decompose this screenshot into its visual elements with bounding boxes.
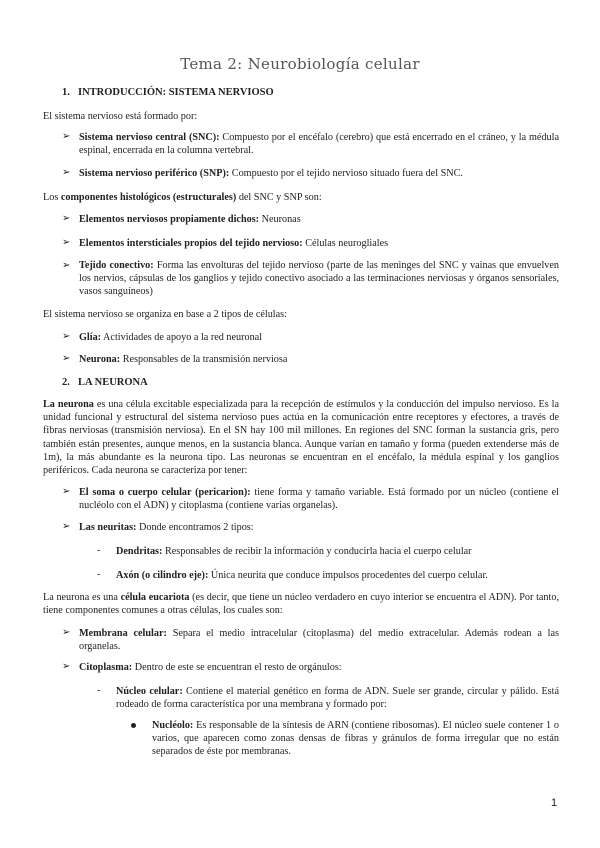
section-number: 2. [62,377,70,388]
list-item [116,685,559,711]
arrow-bullet-icon: ➢ [62,167,71,178]
arrow-bullet-icon: ➢ [62,131,71,142]
term: Tejido conectivo: [79,260,154,271]
term: Las neuritas: [79,522,137,533]
description: Actividades de apoyo a la red neuronal [101,332,263,343]
term: Dendritas: [116,546,163,557]
term: Sistema nervioso central (SNC): [79,132,220,143]
arrow-bullet-icon: ➢ [62,260,71,271]
arrow-bullet-icon: ➢ [62,213,71,224]
arrow-bullet-icon: ➢ [62,521,71,532]
dash-bullet: - [97,545,101,556]
arrow-bullet-icon: ➢ [62,486,71,497]
description: Es responsable de la síntesis de ARN (contiene ribosomas). El núcleo suele contener 1 o varios, que aparecen como zonas densas de fibras y gránulos de forma irregular que no están separados de éste por membranas. [152,720,559,758]
description: Separa el medio intracelular (citoplasma) del medio extracelular. Además rodean a las organelas. [79,628,559,653]
list-item [79,661,559,674]
description: Dentro de este se encuentran el resto de orgánulos: [132,662,342,673]
description: Células neurogliales [302,238,389,249]
term: Elementos nerviosos propiamente dichos: [79,214,260,225]
list-item [79,521,559,534]
paragraph [43,191,322,204]
term: La neurona [43,399,94,410]
list-item [79,627,559,653]
description: Compuesto por el encéfalo (cerebro) que está encerrado en el cráneo, y la médula espinal, encerrada en la columna vertebral. [79,132,559,157]
text: es una célula excitable especializada para la recepción de estímulos y la conducción del impulso nervioso. Es la unidad funcional y estructural del sistema nervioso pues actúa en la comunicación entre receptores y efectores, a través de fibras nerviosas (transmisión nerviosa). En el SN hay 100 mil millones. En regiones del SNC forman la sustancia gris, pero también están presentes, aunque menos, en la sustancia blanca. Aunque varían en tamaño y forma (pueden extenderse más de 1m), la más abundante es la neurona tipo. Las neuronas se encuentran en el encéfalo, la médula espinal y los ganglios periféricos. Cada neurona se caracteriza por tener: [43,399,559,477]
paragraph [43,398,559,477]
section-heading: LA NEURONA [78,377,148,388]
description: Neuronas [259,214,301,225]
arrow-bullet-icon: ➢ [62,627,71,638]
section-number: 1. [62,87,70,98]
description: Única neurita que conduce impulsos procedentes del cuerpo celular. [208,570,488,581]
list-item [79,353,559,366]
term: Glía: [79,332,102,343]
term: componentes histológicos (estructurales) [60,192,237,203]
dash-bullet: - [97,685,101,696]
list-item [79,213,559,226]
description: Compuesto por el tejido nervioso situado fuera del SNC. [229,168,463,179]
list-item [79,167,559,180]
paragraph [43,591,559,617]
description: tiene forma y tamaño variable. Está formado por un núcleo (contiene el nucléolo con el ADN) y citoplasma (contiene varias organelas). [79,487,560,512]
text: del SNC y SNP son: [236,192,322,203]
text: Los [43,192,61,203]
list-item [79,259,559,299]
term: Sistema nervioso periférico (SNP): [79,168,230,179]
arrow-bullet-icon: ➢ [62,661,71,672]
bullet-dot-icon [131,723,136,728]
term: El soma o cuerpo celular (pericarion): [79,487,251,498]
text: La neurona es una [43,592,121,603]
dash-bullet: - [97,569,101,580]
term: Nucléolo: [152,720,194,731]
term: Membrana celular: [79,628,167,639]
arrow-bullet-icon: ➢ [62,353,71,364]
list-item [152,719,559,759]
arrow-bullet-icon: ➢ [62,331,71,342]
list-item [116,569,559,582]
term: Citoplasma: [79,662,133,673]
section-heading: INTRODUCCIÓN: SISTEMA NERVIOSO [78,87,274,98]
list-item [79,331,559,344]
page-number: 1 [551,797,558,809]
list-item [79,486,559,512]
term: Núcleo celular: [116,686,183,697]
description: Forma las envolturas del tejido nervioso (parte de las meninges del SNC y vainas que envuelven los nervios, cápsulas de los ganglios y tejido conectivo asociado a las terminaciones nerviosas y órganos sensoriales, vasos sanguíneos) [79,260,559,298]
paragraph: El sistema nervioso se organiza en base a 2 tipos de células: [43,309,287,320]
list-item [79,237,559,250]
paragraph: El sistema nervioso está formado por: [43,111,198,122]
list-item [116,545,559,558]
term: Elementos intersticiales propios del tejido nervioso: [79,238,303,249]
description: Contiene el material genético en forma de ADN. Suele ser grande, circular y pálido. Está rodeado de forma característica por una membrana y formado por: [116,686,559,711]
description: Responsables de recibir la información y conducirla hacia el cuerpo celular [162,546,472,557]
description: Donde encontramos 2 tipos: [136,522,254,533]
term: Axón (o cilindro eje): [116,570,209,581]
term: célula eucariota [120,592,190,603]
list-item [79,131,559,157]
document-title: Tema 2: Neurobiología celular [180,55,420,73]
arrow-bullet-icon: ➢ [62,237,71,248]
term: Neurona: [79,354,121,365]
description: Responsables de la transmisión nerviosa [120,354,288,365]
text: (es decir, que tiene un núcleo verdadero en cuyo interior se encuentra el ADN). Por tanto, tiene componentes comunes a otras células, los cuales son: [43,592,559,617]
